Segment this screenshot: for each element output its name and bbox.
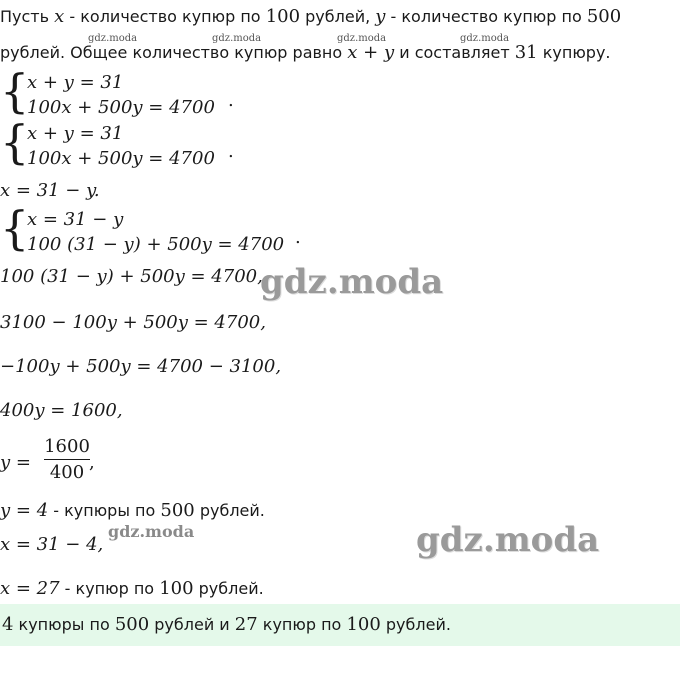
answer-text: купюр по (257, 615, 347, 634)
intro-text: - количество купюр по (385, 7, 587, 26)
intro-text: рублей, (300, 7, 376, 26)
intro-text: купюру. (537, 43, 611, 62)
watermark-large: gdz.moda (260, 262, 444, 302)
watermark-medium: gdz.moda (108, 522, 195, 541)
result-y-math: y = 4 (0, 500, 49, 521)
intro-text: рублей. Общее количество купюр равно (0, 43, 348, 62)
number: 4 (2, 614, 14, 635)
step-equation: 400y = 1600, (0, 400, 123, 421)
result-text: рублей. (194, 501, 265, 520)
watermark-large: gdz.moda (416, 520, 600, 560)
number: 100 (265, 6, 301, 27)
number: 500 (114, 614, 150, 635)
result-text: рублей. (193, 579, 264, 598)
equation: x = 31 − y (27, 209, 124, 230)
step-x-expression: x = 31 − y. (0, 180, 100, 201)
result-text: - купюры по (48, 501, 161, 520)
result-text: - купюр по (59, 579, 160, 598)
watermark-small: gdz.moda (337, 33, 387, 44)
result-x-math: x = 27 (0, 578, 60, 599)
step-equation: 3100 − 100y + 500y = 4700, (0, 312, 266, 333)
number: 500 (160, 500, 195, 521)
intro-line-2 (0, 42, 611, 63)
equation: x + y = 31 (27, 72, 124, 93)
watermark-small: gdz.moda (88, 33, 138, 44)
var-y: y (375, 6, 386, 27)
fraction-denominator: 400 (49, 462, 85, 484)
var-x: x (54, 6, 65, 27)
equation: 100x + 500y = 4700 (27, 148, 215, 169)
number: 100 (159, 578, 194, 599)
number: 27 (234, 614, 258, 635)
equation: x + y = 31 (27, 123, 124, 144)
number: 31 (514, 42, 538, 63)
result-y (0, 500, 265, 521)
result-x (0, 578, 264, 599)
period: . (295, 227, 301, 248)
watermark-small: gdz.moda (212, 33, 262, 44)
fraction-numerator: 1600 (44, 436, 90, 457)
fraction-comma: , (89, 452, 95, 473)
watermark-small: gdz.moda (460, 33, 510, 44)
step-equation: −100y + 500y = 4700 − 3100, (0, 356, 282, 377)
left-brace: { (0, 115, 30, 169)
step-equation: 100 (31 − y) + 500y = 4700, (0, 266, 263, 287)
intro-text: и составляет (394, 43, 515, 62)
answer-text: рублей. (380, 615, 451, 634)
answer-line (2, 614, 451, 635)
fraction (44, 436, 90, 483)
equation: 100 (31 − y) + 500y = 4700 (27, 234, 285, 255)
answer-text: рублей и (149, 615, 235, 634)
period: . (228, 90, 234, 111)
expr-x-plus-y: x + y (347, 42, 395, 63)
left-brace: { (0, 64, 30, 118)
equation: 100x + 500y = 4700 (27, 97, 215, 118)
number: 500 (586, 6, 622, 27)
intro-text: - количество купюр по (64, 7, 266, 26)
period: . (228, 141, 234, 162)
number: 100 (346, 614, 381, 635)
answer-text: купюры по (13, 615, 115, 634)
intro-line-1 (0, 6, 621, 27)
fraction-bar (44, 459, 90, 460)
step-x2: x = 31 − 4, (0, 534, 104, 555)
fraction-lhs: y = (0, 452, 31, 473)
intro-text: Пусть (0, 7, 55, 26)
left-brace: { (0, 201, 30, 255)
